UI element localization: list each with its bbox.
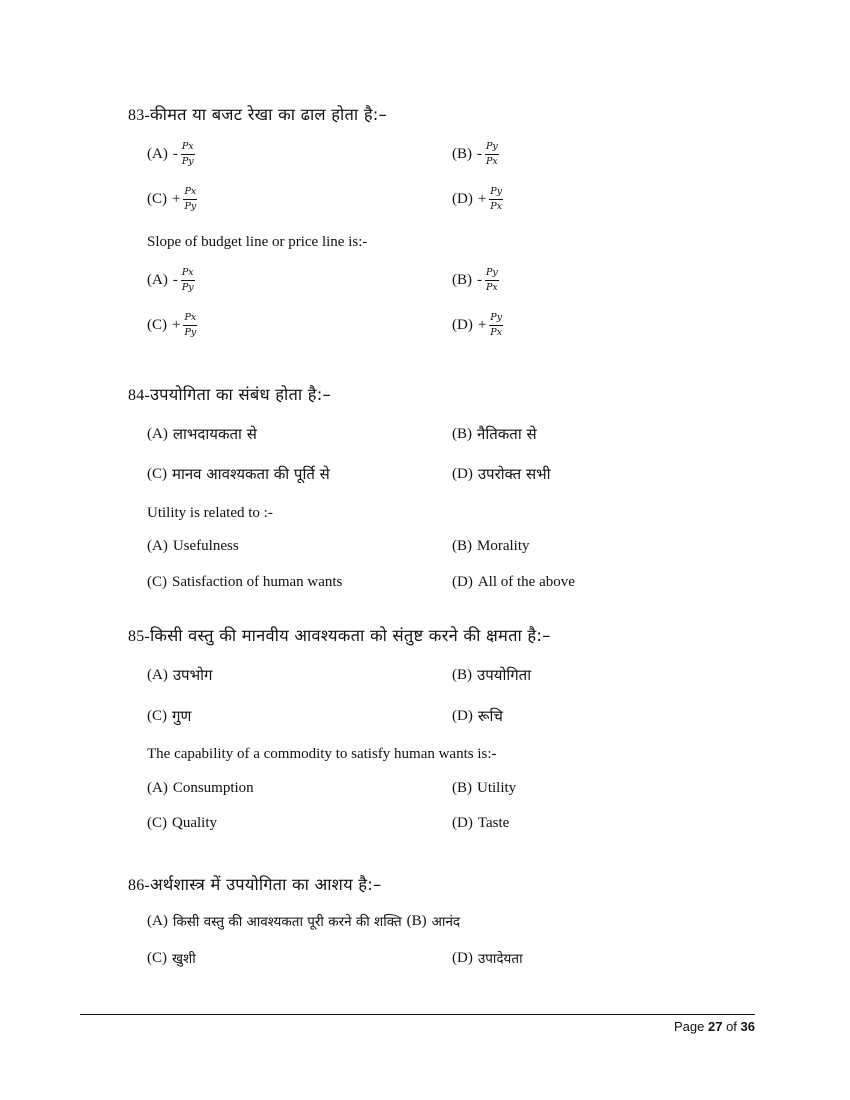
- q83-hi-option-d: (D) + $\frac{Py}{Px}$: [452, 186, 503, 212]
- q86-hi-option-a: (A) किसी वस्तु की आवश्यकता पूरी करने की शक्ति (B) आनंद: [147, 912, 461, 930]
- q84-en-option-c: (C) Satisfaction of human wants: [147, 574, 343, 590]
- question-83-english: Slope of budget line or price line is:-: [147, 234, 368, 250]
- q84-en-option-d: (D) All of the above: [452, 574, 575, 590]
- question-86-hindi: 86-अर्थशास्त्र में उपयोगिता का आशय है:–: [128, 875, 382, 894]
- q84-hi-option-c: (C) मानव आवश्यकता की पूर्ति से: [147, 465, 330, 483]
- q83-en-option-b: (B) - $\frac{Py}{Px}$: [452, 267, 498, 293]
- page-number: Page 27 of 36: [673, 1019, 755, 1034]
- q85-en-option-a: (A) Consumption: [147, 780, 254, 796]
- question-84-hindi: 84-उपयोगिता का संबंध होता है:–: [128, 385, 331, 404]
- q83-hi-option-c: (C) + $\frac{Px}{Py}$: [147, 186, 197, 212]
- q85-en-option-b: (B) Utility: [452, 780, 517, 796]
- q84-hi-option-a: (A) लाभदायकता से: [147, 425, 257, 443]
- q85-en-option-c: (C) Quality: [147, 815, 217, 831]
- q85-hi-option-c: (C) गुण: [147, 707, 192, 725]
- q83-hi-option-b: (B) - $\frac{Py}{Px}$: [452, 141, 498, 167]
- q86-hi-option-d: (D) उपादेयता: [452, 949, 523, 967]
- q86-hi-option-c: (C) खुशी: [147, 949, 196, 967]
- q86-hi-option-b-label: (B): [406, 912, 427, 929]
- q83-en-option-c: (C) + $\frac{Px}{Py}$: [147, 312, 197, 338]
- q84-en-option-b: (B) Morality: [452, 538, 530, 554]
- q84-hi-option-b: (B) नैतिकता से: [452, 425, 537, 443]
- q83-hi-option-a: (A) - $\frac{Px}{Py}$: [147, 141, 194, 167]
- q84-hi-option-d: (D) उपरोक्त सभी: [452, 465, 551, 483]
- q83-en-option-d: (D) + $\frac{Py}{Px}$: [452, 312, 503, 338]
- q85-hi-option-d: (D) रूचि: [452, 707, 503, 725]
- question-85-english: The capability of a commodity to satisfy human wants is:-: [147, 746, 497, 762]
- q85-hi-option-b: (B) उपयोगिता: [452, 666, 532, 684]
- q85-en-option-d: (D) Taste: [452, 815, 510, 831]
- q86-hi-option-b: आनंद: [431, 914, 461, 930]
- footer-divider: [80, 1014, 755, 1015]
- q83-en-option-a: (A) - $\frac{Px}{Py}$: [147, 267, 194, 293]
- question-84-english: Utility is related to :-: [147, 505, 273, 521]
- question-85-hindi: 85-किसी वस्तु की मानवीय आवश्यकता को संतुष्ट करने की क्षमता है:–: [128, 626, 551, 645]
- question-83-hindi: 83-कीमत या बजट रेखा का ढाल होता है:–: [128, 105, 387, 124]
- q85-hi-option-a: (A) उपभोग: [147, 666, 213, 684]
- q84-en-option-a: (A) Usefulness: [147, 538, 239, 554]
